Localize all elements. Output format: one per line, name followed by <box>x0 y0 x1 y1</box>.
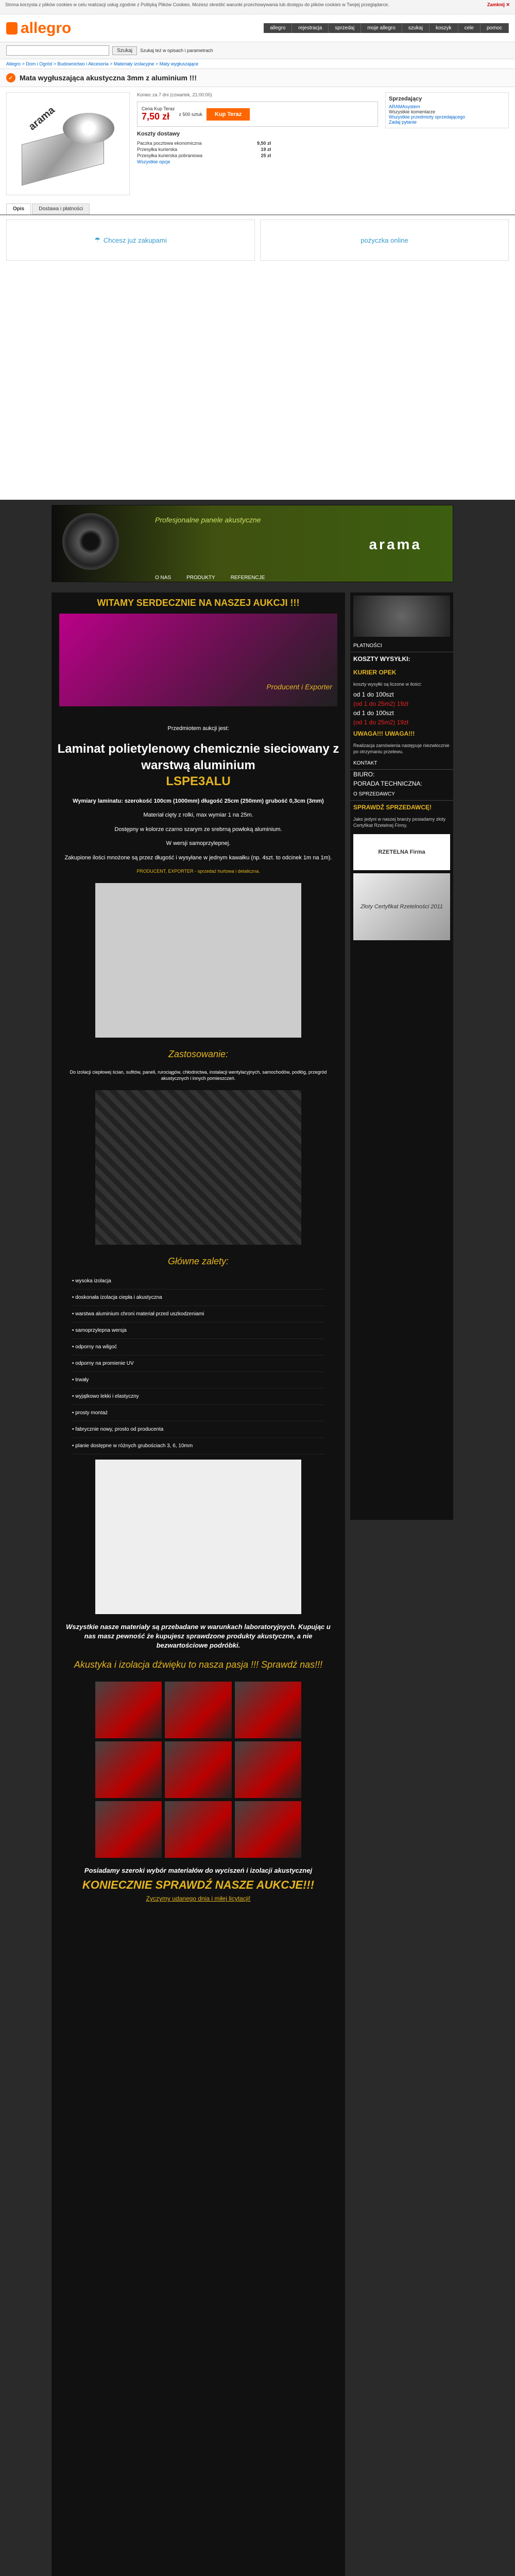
all-shipping-options-link[interactable]: Wszystkie opcje <box>137 159 170 164</box>
banner-nav-about[interactable]: O NAS <box>155 575 171 581</box>
courier-name: KURIER OPEK <box>353 669 397 676</box>
seller-name[interactable]: ARAMAsystem <box>389 104 420 109</box>
pro-item: • doskonała izolacja ciepła i akustyczna <box>72 1290 324 1306</box>
offer-meta: Koniec za 7 dni (czwartek, 21:00:00) <box>137 92 212 97</box>
banner-nav-products[interactable]: PRODUKTY <box>186 575 215 581</box>
use-heading: Zastosowanie: <box>168 1048 229 1059</box>
quality-text: Wszystkie nasze materiały są przebadane w warunkach laboratoryjnych. Kupując u nas masz pewność że kupujesz sprawdzone produkty akustyczne, a nie bezwartościowe podróbki. <box>66 1622 331 1650</box>
product-brand-text: arama <box>26 104 57 133</box>
seller-status[interactable]: Wszystkie komentarze <box>389 109 436 114</box>
nav-allegro[interactable]: allegro <box>264 23 292 33</box>
cta-heading: KONIECZNIE SPRAWDŹ NASZE AUKCJE!!! <box>82 1878 315 1892</box>
cta-link[interactable]: Zyczymy udanego dnia i miłej licytacji! <box>146 1895 251 1903</box>
search-in-descriptions-checkbox[interactable]: Szukaj też w opisach i parametrach <box>140 48 213 53</box>
offer-main <box>0 87 515 200</box>
studio-photo <box>235 1682 301 1738</box>
shipping-price: 19 zł <box>261 147 271 152</box>
adhesive-text: W wersji samoprzylepnej. <box>166 840 231 847</box>
description-main <box>52 592 345 2576</box>
nav-my-allegro[interactable]: moje allegro <box>361 23 402 33</box>
pro-item: • trwały <box>72 1372 324 1388</box>
shipping-box <box>137 131 378 165</box>
warning-text: Realizacja zamówienia następuje niezwłocznie po otrzymaniu przelewu. <box>353 742 450 755</box>
cookie-text: Strona korzysta z plików cookies w celu realizacji usług zgodnie z Polityką Plików Cookies. Możesz określić warunki przechowywania lub dostępu do plików cookies w Twojej przeglądarce. <box>5 2 389 7</box>
cookie-close-button[interactable]: Zamknij ✕ <box>487 2 510 7</box>
banner-nav <box>155 575 265 581</box>
top-nav <box>264 23 509 33</box>
seller-banner <box>52 505 453 582</box>
tab-description[interactable]: Opis <box>6 204 31 214</box>
pro-item: • prosty montaż <box>72 1405 324 1421</box>
seller-sidebar <box>385 92 509 195</box>
shipping-price: 9,50 zł <box>256 141 271 146</box>
pro-item: • wysoka izolacja <box>72 1273 324 1290</box>
search-input[interactable] <box>6 45 109 56</box>
range-text: Posiadamy szeroki wybór materiałów do wyciszeń i izolacji akustycznej <box>84 1867 313 1875</box>
shipping-costs-heading: KOSZTY WYSYŁKI: <box>353 655 410 663</box>
buy-now-button[interactable]: Kup Teraz <box>207 108 250 121</box>
shipping-range-2-price: (od 1 do 25m2) 19zł <box>353 718 408 726</box>
intro-text: Przedmiotem aukcji jest: <box>167 725 229 732</box>
office-heading: BIURO: <box>353 770 375 778</box>
tab-shipping[interactable]: Dostawa i płatności <box>32 204 90 214</box>
pro-item: • planie dostępne w różnych grubościach 3, 6, 10mm <box>72 1438 324 1454</box>
studio-photo <box>95 1741 162 1798</box>
pro-item: • fabrycznie nowy, prosto od producenta <box>72 1421 324 1438</box>
price-box <box>137 101 378 127</box>
foam-sample-image <box>353 596 450 637</box>
nav-register[interactable]: rejestracja <box>292 23 329 33</box>
bag-icon <box>6 22 18 35</box>
seller-box <box>385 92 509 128</box>
use-text: Do izolacji ciepłowej ścian, sufitów, paneli, rurociągów, chłodnictwa, instalacji wentylacyjnych, samochodów, podłóg, przegród akustycznych i innych pomieszczeń. <box>70 1069 327 1081</box>
check-icon: ✓ <box>6 73 15 82</box>
studio-photo <box>165 1741 231 1798</box>
product-photo-roll <box>95 883 301 1038</box>
banner-brand: arama <box>369 536 422 552</box>
allegro-logo[interactable] <box>6 20 71 37</box>
passion-heading: Akustyka i izolacja dźwięku to nasza pasja !!! Sprawdź nas!!! <box>74 1659 323 1670</box>
about-seller-heading: O SPRZEDAWCY <box>350 788 453 801</box>
payments-heading: PŁATNOŚCI <box>350 640 453 652</box>
shipping-range-1: od 1 do 100szt <box>353 690 394 698</box>
shipping-range-1-price: (od 1 do 25m2) 19zł <box>353 700 408 707</box>
studio-photo <box>95 1801 162 1858</box>
warning-heading: UWAGA!!! UWAGA!!! <box>353 730 415 737</box>
pro-item: • odporny na wilgoć <box>72 1339 324 1355</box>
description-area <box>0 500 515 2576</box>
offer-title-bar <box>0 69 515 87</box>
color-text: Dostępny w kolorze czarno szarym ze srebrną powłoką aluminium. <box>114 826 282 833</box>
promo-a-text: Chcesz już zakupami <box>103 236 167 244</box>
description-sidebar <box>350 592 453 1520</box>
banner-slogan: Profesjonalne panele akustyczne <box>155 516 261 524</box>
shipping-row <box>137 140 271 146</box>
offer-details <box>137 92 378 195</box>
contact-heading: KONTAKT <box>350 757 453 770</box>
offer-title: Mata wygłuszająca akustyczna 3mm z aluminium !!! <box>20 74 197 82</box>
cookie-bar <box>0 0 515 14</box>
umbrella-icon: ☂ <box>94 236 100 244</box>
seller-link-items[interactable]: Wszystkie przedmioty sprzedającego <box>389 114 466 120</box>
quantity-label: z 500 sztuk <box>179 111 202 117</box>
studio-photo <box>95 1682 162 1738</box>
pros-heading: Główne zalety: <box>167 1256 229 1266</box>
shipping-row <box>137 146 271 152</box>
shipping-name: Przesyłka kurierska <box>137 147 178 152</box>
hero-image <box>59 614 337 706</box>
pro-item: • samoprzylepna wersja <box>72 1323 324 1339</box>
shipping-price: 25 zł <box>261 153 271 158</box>
pros-list <box>52 1273 345 1454</box>
top-bar <box>0 14 515 42</box>
offer-tabs <box>0 204 515 215</box>
search-bar <box>0 42 515 59</box>
price-value: 7,50 zł <box>142 111 170 122</box>
check-seller-heading: SPRAWDŹ SPRZEDAWCĘ! <box>353 803 432 811</box>
shipping-row <box>137 152 271 159</box>
shipping-name: Przesyłka kurierska pobraniowa <box>137 153 203 158</box>
banner-nav-references[interactable]: REFERENCJE <box>230 575 265 581</box>
reliable-company-badge: RZETELNA Firma <box>353 834 450 870</box>
studio-photos <box>95 1682 301 1858</box>
studio-photo <box>235 1801 301 1858</box>
product-gallery[interactable] <box>6 92 130 195</box>
product-photo-texture <box>95 1090 301 1245</box>
tech-advice-heading: PORADA TECHNICZNA: <box>353 779 422 787</box>
product-title <box>52 736 345 794</box>
nav-help[interactable]: pomoc <box>480 23 509 33</box>
breadcrumb[interactable]: Allegro > Dom i Ogród > Budownictwo i Akcesoria > Materiały izolacyjne > Maty wygłuszające <box>6 61 199 66</box>
material-text: Materiał cięty z rolki, max wymiar 1 na 25m. <box>143 812 253 819</box>
nav-goals[interactable]: cele <box>458 23 480 33</box>
seller-title: Sprzedający <box>389 96 422 102</box>
product-photo-hand <box>95 1460 301 1614</box>
promo-loan[interactable] <box>260 219 509 261</box>
nav-cart[interactable]: koszyk <box>430 23 458 33</box>
price-label: Cena Kup Teraz <box>142 106 175 111</box>
studio-photo <box>165 1682 231 1738</box>
search-button[interactable]: Szukaj <box>112 46 137 55</box>
studio-photo <box>235 1741 301 1798</box>
gold-certificate: Złoty Certyfikat Rzetelności 2011 <box>353 873 450 940</box>
shipping-title: Koszty dostawy <box>137 131 180 137</box>
check-seller-text: Jako jedyni w naszej branży posiadamy złoty Certyfikat Rzetelnej Firmy. <box>353 816 446 828</box>
studio-photo <box>165 1801 231 1858</box>
promo-row <box>0 215 515 265</box>
promo-umbrella[interactable] <box>6 219 255 261</box>
orders-text: Zakupione ilości mnożone są przez długość i wysyłane w jednym kawałku (np. 4szt. to odcinek 1m na 1m). <box>64 854 332 861</box>
promo-b-text: pożyczka online <box>360 236 408 244</box>
dimensions-text: Wymiary laminatu: szerokość 100cm (1000mm) długość 25cm (250mm) grubość 0,3cm (3mm) <box>73 798 324 804</box>
product-roll-image <box>16 103 119 185</box>
product-code: LSPE3ALU <box>166 774 231 788</box>
welcome-heading: WITAMY SERDECZNIE NA NASZEJ AUKCJI !!! <box>97 598 300 608</box>
pro-item: • wyjątkowo lekki i elastyczny <box>72 1388 324 1405</box>
shipping-name: Paczka pocztowa ekonomiczna <box>137 141 202 146</box>
pro-item: • warstwa aluminium chroni materiał przed uszkodzeniami <box>72 1306 324 1323</box>
speaker-icon <box>62 513 119 570</box>
nav-sell[interactable]: sprzedaj <box>329 23 361 33</box>
hero-tag: Producent i Exporter <box>266 683 332 691</box>
product-title-main: Laminat polietylenowy chemicznie sieciowany z warstwą aluminium <box>57 742 339 772</box>
logo-text: allegro <box>21 19 72 37</box>
shipping-note: koszty wysyłki są liczone w ilości: <box>353 682 422 687</box>
seller-link-question[interactable]: Zadaj pytanie <box>389 120 417 125</box>
shipping-range-2: od 1 do 100szt <box>353 709 394 717</box>
nav-search[interactable]: szukaj <box>402 23 430 33</box>
pro-item: • odporny na promienie UV <box>72 1355 324 1372</box>
producer-text: PRODUCENT, EXPORTER - sprzedaż hurtowa i detaliczna. <box>136 868 260 874</box>
